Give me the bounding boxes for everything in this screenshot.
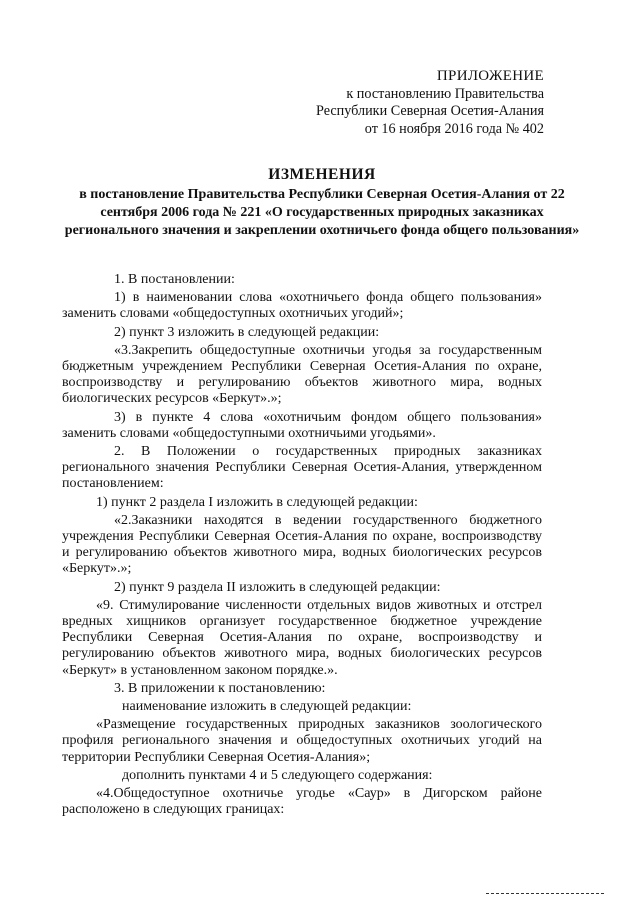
- document-heading: [62, 165, 582, 240]
- paragraph: 1) пункт 2 раздела I изложить в следующей редакции:: [96, 494, 418, 510]
- document-title: ИЗМЕНЕНИЯ: [268, 166, 376, 183]
- paragraph: 2. В Положении о государственных природных заказниках регионального значения Республики Северная Осетия-Алания, утвержденном постановлением:: [62, 444, 542, 492]
- document-subtitle: в постановление Правительства Республики Северная Осетия-Алания от 22 сентября 2006 года № 221 «О государственных природных заказниках регионального значения и закреплении охотничьего фонда общего пользования»: [64, 187, 580, 238]
- paragraph: 3. В приложении к постановлению:: [114, 680, 326, 696]
- paragraph: наименование изложить в следующей редакции:: [122, 699, 412, 715]
- appendix-line-2: Республики Северная Осетия-Алания: [315, 103, 544, 119]
- footer-divider: [486, 893, 604, 895]
- paragraph: дополнить пунктами 4 и 5 следующего содержания:: [122, 767, 433, 783]
- paragraph: 2) пункт 3 изложить в следующей редакции:: [114, 324, 380, 340]
- document-body: [62, 272, 542, 821]
- appendix-line-1: к постановлению Правительства: [346, 85, 544, 102]
- paragraph: «3.Закрепить общедоступные охотничьи угодья за государственным бюджетным учреждением Республики Северная Осетия-Алания по охране, воспроизводству и регулированию объектов животного мира, водных биологических ресурсов «Беркут».»;: [62, 342, 542, 407]
- paragraph: 1. В постановлении:: [114, 272, 235, 287]
- paragraph: «Размещение государственных природных заказников зоологического профиля регионального значения и общедоступных охотничьих угодий на территории Республики Северная Осетия-Алания»;: [62, 717, 542, 765]
- paragraph: 3) в пункте 4 слова «охотничьим фондом общего пользования» заменить словами «общедоступными охотничьими угодьями».: [62, 409, 542, 441]
- paragraph: «4.Общедоступное охотничье угодье «Саур» в Дигорском районе расположено в следующих границах:: [62, 786, 542, 818]
- appendix-line-3: от 16 ноября 2016 года № 402: [364, 120, 544, 137]
- paragraph: «2.Заказники находятся в ведении государственного бюджетного учреждения Республики Северная Осетия-Алания по охране, воспроизводству и регулированию объектов животного мира, водных биологических ресурсов «Беркут».»;: [62, 512, 542, 577]
- paragraph: «9. Стимулирование численности отдельных видов животных и отстрел вредных хищников организует государственное бюджетное учреждение Республики Северная Осетия-Алания по охране, воспроизводству и регулированию объектов животного мира, водных биологических ресурсов «Беркут» в установленном законом порядке.».: [62, 597, 542, 678]
- paragraph: 2) пункт 9 раздела II изложить в следующей редакции:: [114, 579, 441, 595]
- paragraph: 1) в наименовании слова «охотничьего фонда общего пользования» заменить словами «общедоступных охотничьих угодий»;: [62, 290, 542, 322]
- appendix-title: ПРИЛОЖЕНИЕ: [436, 68, 544, 84]
- appendix-stamp: [316, 68, 544, 138]
